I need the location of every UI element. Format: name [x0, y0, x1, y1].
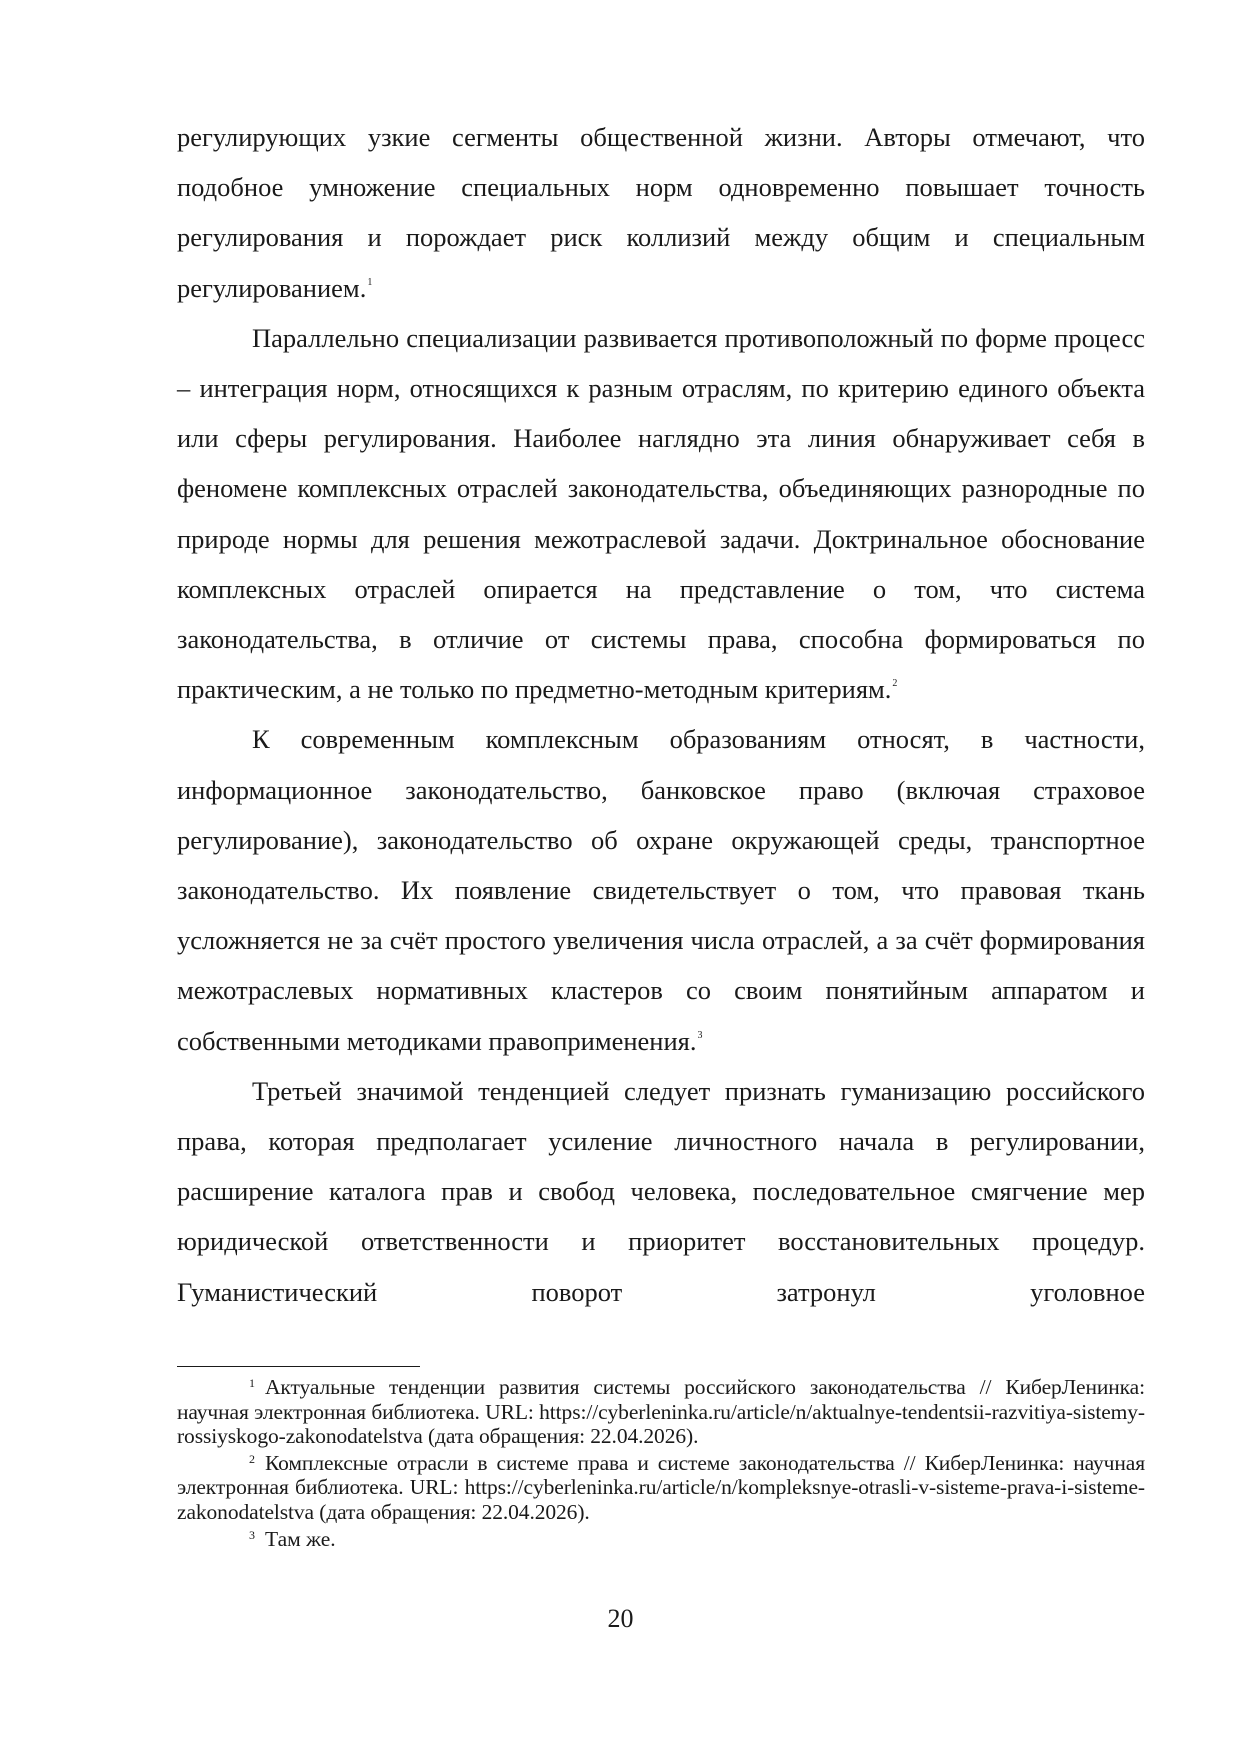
footnote-reference[interactable]: 2 — [892, 678, 898, 690]
body-paragraph — [177, 112, 1145, 313]
footnote-number: 2 — [249, 1451, 255, 1466]
footnote-text: Комплексные отрасли в системе права и системе законодательства // КиберЛенинка: научная электронная библиотека. URL: https://cyberleninka.ru/article/n/kompleksnye-otrasli-v-sisteme-prava-i-sisteme-zakonodatelstva (дата обращения: 22.04.2026). — [177, 1450, 1145, 1524]
footnote-reference[interactable]: 3 — [697, 1029, 703, 1041]
footnote — [177, 1375, 1145, 1449]
paragraph-text: регулирующих узкие сегменты общественной жизни. Авторы отмечают, что подобное умножение специальных норм одновременно повышает точность регулирования и порождает риск коллизий между общим и специальным регулированием. — [177, 122, 1145, 303]
footnote — [177, 1451, 1145, 1525]
paragraph-text: К современным комплексным образованиям относят, в частности, информационное законодательство, банковское право (включая страховое регулирование), законодательство об охране окружающей среды, транспортное законодательство. Их появление свидетельствует о том, что правовая ткань усложняется не за счёт простого увеличения числа отраслей, а за счёт формирования межотраслевых нормативных кластеров со своим понятийным аппаратом и собственными методиками правоприменения. — [177, 724, 1145, 1056]
page-number: 20 — [607, 1604, 634, 1633]
paragraph-text: Параллельно специализации развивается противоположный по форме процесс – интеграция норм, относящихся к разным отраслям, по критерию единого объекта или сферы регулирования. Наиболее наглядно эта линия обнаруживает себя в феномене комплексных отраслей законодательства, объединяющих разнородные по природе нормы для решения межотраслевой задачи. Доктринальное обоснование комплексных отраслей опирается на представление о том, что система законодательства, в отличие от системы права, способна формироваться по практическим, а не только по предметно-методным критериям. — [177, 322, 1145, 705]
footnotes-area — [177, 1375, 1145, 1551]
body-paragraph — [177, 313, 1145, 715]
paragraph-text: Третьей значимой тенденцией следует признать гуманизацию российского права, которая предполагает усиление личностного начала в регулировании, расширение каталога прав и свобод человека, последовательное смягчение мер юридической ответственности и приоритет восстановительных процедур. Гуманистический поворот затронул уголовное — [177, 1075, 1145, 1307]
footnote-text: Там же. — [265, 1526, 336, 1551]
body-paragraph — [177, 1066, 1145, 1317]
page-body — [177, 112, 1145, 1317]
footnote-number: 1 — [249, 1376, 255, 1390]
footnote-separator — [177, 1366, 420, 1367]
footnote-reference[interactable]: 1 — [367, 276, 373, 288]
body-paragraph — [177, 714, 1145, 1065]
footnote-number: 3 — [249, 1527, 255, 1542]
footnote-text: Актуальные тенденции развития системы российского законодательства // КиберЛенинка: научная электронная библиотека. URL: https://cyberleninka.ru/article/n/aktualnye-tendentsii-razvitiya-sistemy-rossiyskogo-zakonodatelstva (дата обращения: 22.04.2026). — [177, 1375, 1145, 1449]
footnote — [177, 1527, 1145, 1552]
